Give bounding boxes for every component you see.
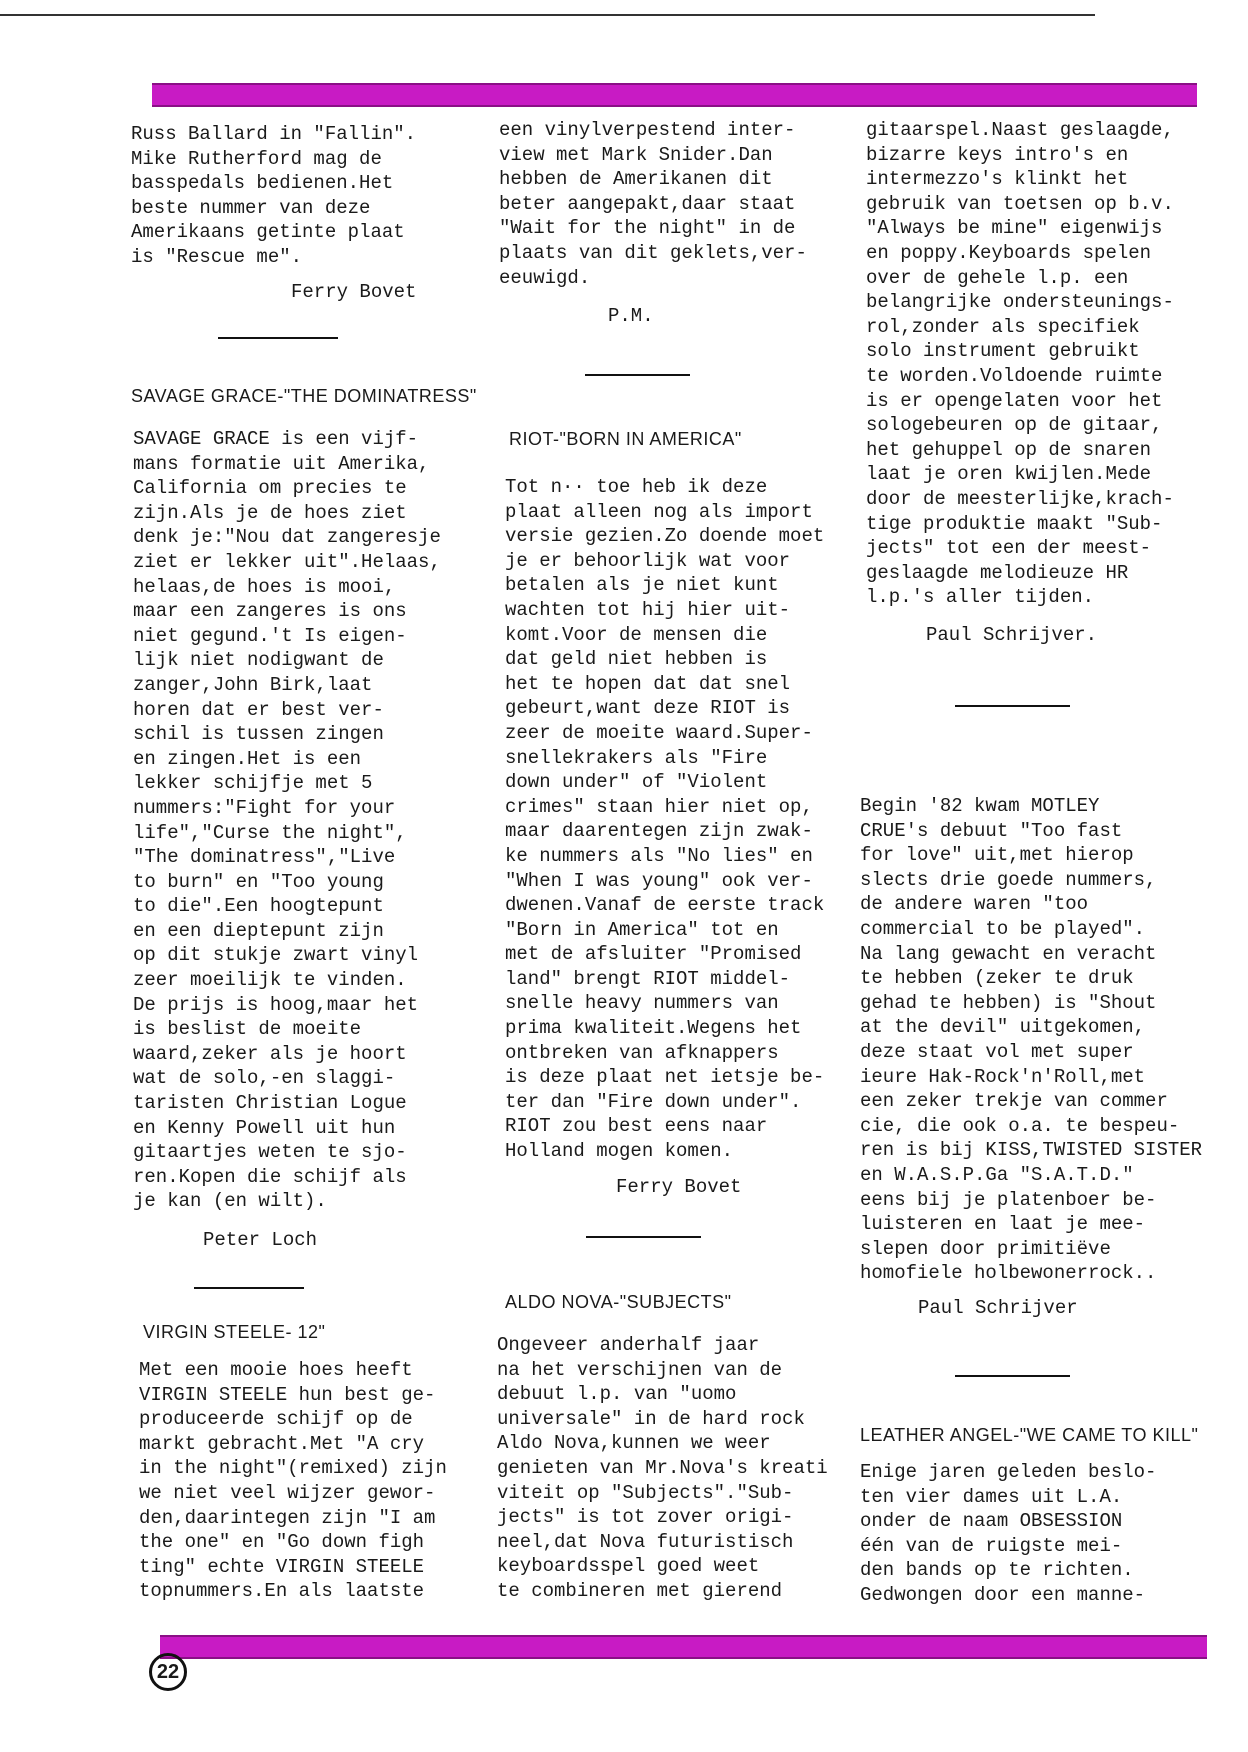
text-line: is er opengelaten voor het — [866, 389, 1163, 412]
text-line: het te hopen dat dat snel — [505, 672, 791, 695]
text-line: markt gebracht.Met "A cry — [139, 1432, 425, 1455]
text-line: life","Curse the night", — [133, 821, 407, 844]
text-line: betalen als je niet kunt — [505, 574, 779, 597]
text-line: Na lang gewacht en veracht — [860, 942, 1157, 965]
text-line: view met Mark Snider.Dan — [499, 143, 773, 166]
text-line: te worden.Voldoende ruimte — [866, 364, 1163, 387]
col2-divider-a — [585, 374, 690, 376]
text-line: maar daarentegen zijn zwak- — [505, 820, 813, 843]
text-line: is "Rescue me". — [131, 245, 303, 268]
text-line: prima kwaliteit.Wegens het — [505, 1017, 802, 1040]
text-line: California om precies te — [133, 477, 407, 500]
text-line: "Always be mine" eigenwijs — [866, 217, 1163, 240]
header-color-band — [152, 83, 1197, 107]
text-line: gebruik van toetsen op b.v. — [866, 192, 1174, 215]
text-line: ting" echte VIRGIN STEELE — [139, 1555, 425, 1578]
footer-color-band — [160, 1635, 1207, 1659]
col1-signature-b: Peter Loch — [203, 1229, 318, 1251]
text-line: den bands op te richten. — [860, 1559, 1134, 1582]
text-line: snellekrakers als "Fire — [505, 746, 768, 769]
text-line: hebben de Amerikanen dit — [499, 168, 773, 191]
text-line: snelle heavy nummers van — [505, 992, 779, 1015]
text-line: plaats van dit geklets,ver- — [499, 241, 807, 264]
text-line: beste nummer van deze — [131, 196, 371, 219]
text-line: keyboardsspel goed weet — [497, 1555, 760, 1578]
text-line: genieten van Mr.Nova's kreati — [497, 1456, 828, 1479]
text-line: waard,zeker als je hoort — [133, 1042, 407, 1065]
text-line: solo instrument gebruikt — [866, 340, 1140, 363]
text-line: Begin '82 kwam MOTLEY — [860, 795, 1100, 817]
text-line: in the night"(remixed) zijn — [139, 1457, 447, 1480]
text-line: lijk niet nodigwant de — [133, 649, 384, 672]
text-line: Tot n·· toe heb ik deze — [505, 476, 768, 498]
text-line: ter dan "Fire down under". — [505, 1090, 802, 1113]
text-line: Enige jaren geleden beslo- — [860, 1461, 1157, 1483]
col2-review-aldo-nova — [497, 1333, 828, 1604]
text-line: ziet er lekker uit".Helaas, — [133, 550, 441, 573]
text-line: VIRGIN STEELE hun best ge- — [139, 1383, 436, 1406]
text-line: slects drie goede nummers, — [860, 868, 1157, 891]
text-line: en W.A.S.P.Ga "S.A.T.D." — [860, 1163, 1134, 1186]
text-line: debuut l.p. van "uomo — [497, 1383, 737, 1406]
text-line: en poppy.Keyboards spelen — [866, 241, 1152, 264]
text-line: laat je oren kwijlen.Mede — [866, 463, 1152, 486]
text-line: dat geld niet hebben is — [505, 648, 768, 671]
text-line: eens bij je platenboer be- — [860, 1188, 1157, 1211]
col1-signature-a: Ferry Bovet — [291, 281, 417, 303]
col2-divider-b — [586, 1236, 701, 1238]
text-line: is deze plaat net ietsje be- — [505, 1066, 825, 1089]
text-line: to burn" en "Too young — [133, 870, 384, 893]
text-line: RIOT zou best eens naar — [505, 1115, 768, 1138]
col3-heading-leather-angel: LEATHER ANGEL-"WE CAME TO KILL" — [860, 1425, 1199, 1445]
text-line: komt.Voor de mensen die — [505, 623, 768, 646]
text-line: gitaarspel.Naast geslaagde, — [866, 119, 1174, 141]
col3-review-leather-angel — [860, 1460, 1156, 1608]
text-line: na het verschijnen van de — [497, 1358, 783, 1381]
text-line: je kan (en wilt). — [133, 1190, 327, 1213]
text-line: jects" is tot zover origi- — [497, 1506, 794, 1529]
text-line: l.p.'s aller tijden. — [866, 586, 1095, 609]
text-line: homofiele holbewonerrock.. — [860, 1262, 1157, 1285]
text-line: door de meesterlijke,krach- — [866, 487, 1174, 510]
text-line: ren.Kopen die schijf als — [133, 1165, 407, 1188]
text-line: the one" en "Go down figh — [139, 1531, 425, 1554]
text-line: horen dat er best ver- — [133, 698, 384, 721]
text-line: luisteren en laat je mee- — [860, 1213, 1146, 1236]
col2-signature-b: Ferry Bovet — [616, 1176, 742, 1198]
text-line: deze staat vol met super — [860, 1040, 1134, 1063]
text-line: en zingen.Het is een — [133, 747, 362, 770]
text-line: met de afsluiter "Promised — [505, 943, 802, 966]
text-line: gehad te hebben) is "Shout — [860, 991, 1157, 1014]
col2-review-riot — [505, 475, 824, 1164]
text-line: zijn.Als je de hoes ziet — [133, 501, 407, 524]
col3-review-motley-crue — [860, 794, 1202, 1286]
text-line: wachten tot hij hier uit- — [505, 598, 791, 621]
text-line: Mike Rutherford mag de — [131, 147, 382, 170]
text-line: tige produktie maakt "Sub- — [866, 512, 1163, 535]
text-line: wat de solo,-en slaggi- — [133, 1067, 396, 1090]
text-line: plaat alleen nog als import — [505, 500, 813, 523]
text-line: een zeker trekje van commer — [860, 1090, 1168, 1113]
text-line: we niet veel wijzer gewor- — [139, 1481, 436, 1504]
text-line: for love" uit,met hierop — [860, 844, 1134, 867]
col2-review-end — [499, 118, 807, 290]
col1-heading-savage-grace: SAVAGE GRACE-"THE DOMINATRESS" — [131, 386, 477, 406]
text-line: een vinylverpestend inter- — [499, 119, 796, 141]
text-line: te hebben (zeker te druk — [860, 967, 1134, 990]
text-line: taristen Christian Logue — [133, 1092, 407, 1115]
text-line: viteit op "Subjects"."Sub- — [497, 1481, 794, 1504]
text-line: onder de naam OBSESSION — [860, 1510, 1123, 1533]
text-line: maar een zangeres is ons — [133, 600, 407, 623]
text-line: cie, die ook o.a. te bespeu- — [860, 1114, 1180, 1137]
text-line: op dit stukje zwart vinyl — [133, 944, 419, 967]
text-line: to die".Een hoogtepunt — [133, 895, 384, 918]
text-line: denk je:"Nou dat zangeresje — [133, 526, 441, 549]
text-line: "When I was young" ook ver- — [505, 869, 813, 892]
text-line: versie gezien.Zo doende moet — [505, 525, 825, 548]
page-top-rule — [0, 14, 1095, 16]
page-number: 22 — [149, 1653, 187, 1691]
text-line: land" brengt RIOT middel- — [505, 967, 791, 990]
text-line: ten vier dames uit L.A. — [860, 1485, 1123, 1508]
text-line: produceerde schijf op de — [139, 1408, 413, 1431]
col1-divider-b — [194, 1287, 304, 1289]
text-line: eeuwigd. — [499, 266, 591, 289]
text-line: "Born in America" tot en — [505, 918, 779, 941]
text-line: den,daarintegen zijn "I am — [139, 1506, 436, 1529]
text-line: Met een mooie hoes heeft — [139, 1359, 413, 1381]
text-line: jects" tot een der meest- — [866, 537, 1152, 560]
text-line: ontbreken van afknappers — [505, 1041, 779, 1064]
text-line: Ongeveer anderhalf jaar — [497, 1334, 760, 1356]
text-line: ke nummers als "No lies" en — [505, 844, 813, 867]
text-line: lekker schijfje met 5 — [133, 772, 373, 795]
text-line: dwenen.Vanaf de eerste track — [505, 894, 825, 917]
text-line: geslaagde melodieuze HR — [866, 561, 1129, 584]
text-line: en Kenny Powell uit hun — [133, 1116, 396, 1139]
text-line: bizarre keys intro's en — [866, 143, 1129, 166]
text-line: Amerikaans getinte plaat — [131, 221, 405, 244]
col2-signature-a: P.M. — [608, 305, 654, 327]
col1-divider-a — [218, 337, 338, 339]
text-line: niet gegund.'t Is eigen- — [133, 624, 407, 647]
text-line: universale" in de hard rock — [497, 1407, 805, 1430]
text-line: SAVAGE GRACE is een vijf- — [133, 428, 419, 450]
text-line: het gehuppel op de snaren — [866, 438, 1152, 461]
text-line: nummers:"Fight for your — [133, 796, 396, 819]
text-line: beter aangepakt,daar staat — [499, 192, 796, 215]
col3-divider-b — [955, 1375, 1070, 1377]
col3-signature-a: Paul Schrijver. — [926, 624, 1098, 646]
text-line: één van de ruigste mei- — [860, 1534, 1123, 1557]
text-line: mans formatie uit Amerika, — [133, 452, 430, 475]
text-line: en een dieptepunt zijn — [133, 919, 384, 942]
text-line: slepen door primitiëve — [860, 1237, 1111, 1260]
text-line: crimes" staan hier niet op, — [505, 795, 813, 818]
text-line: "Wait for the night" in de — [499, 217, 796, 240]
col1-review-end — [131, 122, 416, 270]
text-line: Holland mogen komen. — [505, 1140, 734, 1163]
text-line: intermezzo's klinkt het — [866, 168, 1129, 191]
text-line: gebeurt,want deze RIOT is — [505, 697, 791, 720]
col2-heading-aldo-nova: ALDO NOVA-"SUBJECTS" — [505, 1292, 732, 1312]
text-line: "The dominatress","Live — [133, 846, 396, 869]
text-line: gitaartjes weten te sjo- — [133, 1141, 407, 1164]
col3-divider-a — [955, 705, 1070, 707]
text-line: topnummers.En als laatste — [139, 1580, 425, 1603]
text-line: schil is tussen zingen — [133, 723, 384, 746]
text-line: at the devil" uitgekomen, — [860, 1016, 1146, 1039]
text-line: rol,zonder als specifiek — [866, 315, 1140, 338]
text-line: helaas,de hoes is mooi, — [133, 575, 396, 598]
text-line: zanger,John Birk,laat — [133, 673, 373, 696]
text-line: de andere waren "too — [860, 893, 1089, 916]
text-line: is beslist de moeite — [133, 1018, 362, 1041]
text-line: down under" of "Violent — [505, 771, 768, 794]
text-line: te combineren met gierend — [497, 1579, 783, 1602]
text-line: CRUE's debuut "Too fast — [860, 819, 1123, 842]
col1-heading-virgin-steele: VIRGIN STEELE- 12" — [143, 1322, 326, 1342]
text-line: Russ Ballard in "Fallin". — [131, 123, 417, 145]
text-line: zeer de moeite waard.Super- — [505, 721, 813, 744]
text-line: neel,dat Nova futuristisch — [497, 1530, 794, 1553]
text-line: Aldo Nova,kunnen we weer — [497, 1432, 771, 1455]
text-line: commercial to be played". — [860, 917, 1146, 940]
col1-review-savage-grace — [133, 427, 441, 1214]
text-line: zeer moeilijk te vinden. — [133, 969, 407, 992]
text-line: sologebeuren op de gitaar, — [866, 414, 1163, 437]
col3-signature-b: Paul Schrijver — [918, 1297, 1078, 1319]
text-line: ren is bij KISS,TWISTED SISTER — [860, 1139, 1203, 1162]
text-line: De prijs is hoog,maar het — [133, 993, 419, 1016]
text-line: Gedwongen door een manne- — [860, 1583, 1146, 1606]
col2-heading-riot: RIOT-"BORN IN AMERICA" — [509, 429, 742, 449]
text-line: je er behoorlijk wat voor — [505, 549, 791, 572]
text-line: basspedals bedienen.Het — [131, 172, 394, 195]
col1-review-virgin-steele — [139, 1358, 447, 1604]
text-line: belangrijke ondersteunings- — [866, 291, 1174, 314]
col3-review-aldo-nova-cont — [866, 118, 1174, 610]
text-line: over de gehele l.p. een — [866, 266, 1129, 289]
text-line: ieure Hak-Rock'n'Roll,met — [860, 1065, 1146, 1088]
